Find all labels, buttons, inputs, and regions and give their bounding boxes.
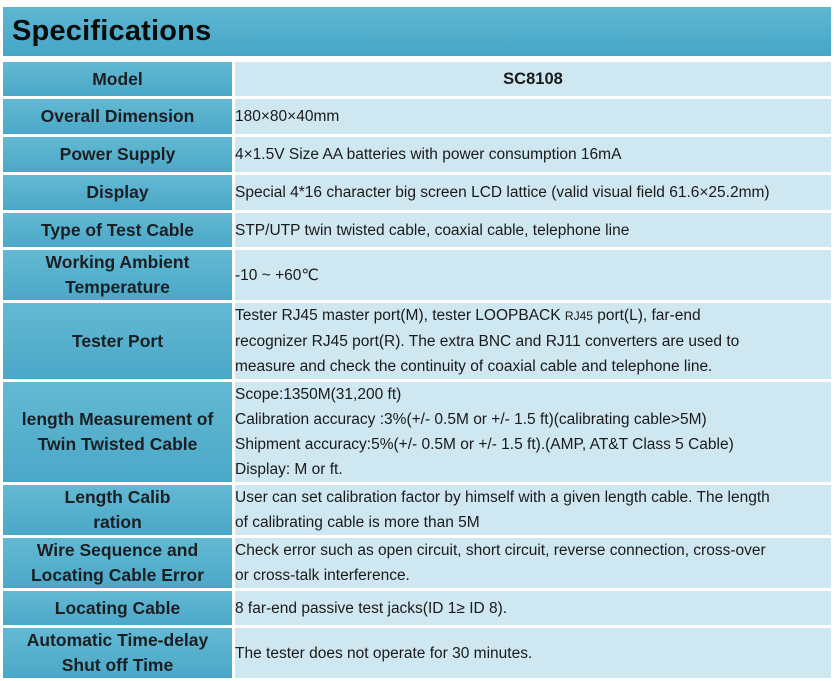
spec-label: Wire Sequence and Locating Cable Error [3,538,235,588]
spec-row-locating-cable [3,591,831,625]
spec-row-power-supply [3,137,831,172]
spec-value: 4×1.5V Size AA batteries with power consumption 16mA [235,137,831,172]
spec-value: User can set calibration factor by himself with a given length cable. The length of calibrating cable is more than 5M [235,485,831,535]
spec-label: Locating Cable [3,591,235,625]
page-title: Specifications [12,15,212,47]
title-bar [3,7,831,56]
spec-value: 180×80×40mm [235,99,831,134]
spec-label: Working Ambient Temperature [3,250,235,300]
spec-value: STP/UTP twin twisted cable, coaxial cable, telephone line [235,213,831,247]
spec-value: The tester does not operate for 30 minutes. [235,628,831,678]
header-value: SC8108 [235,62,831,96]
spec-value: 8 far-end passive test jacks(ID 1≥ ID 8). [235,591,831,625]
spec-row-length-measurement [3,382,831,482]
spec-row-auto-shutoff [3,628,831,678]
spec-label: Automatic Time-delay Shut off Time [3,628,235,678]
spec-value: -10 ~ +60℃ [235,250,831,300]
spec-value: Check error such as open circuit, short circuit, reverse connection, cross-over or cross-talk interference. [235,538,831,588]
spec-row-test-cable-type [3,213,831,247]
spec-row-display [3,175,831,210]
spec-row-wire-sequence [3,538,831,588]
spec-row-tester-port [3,303,831,379]
spec-label: Type of Test Cable [3,213,235,247]
specifications-table [3,59,831,681]
spec-row-overall-dimension [3,99,831,134]
table-header-row [3,62,831,96]
spec-label: Length Calib ration [3,485,235,535]
spec-label: Power Supply [3,137,235,172]
spec-label: Display [3,175,235,210]
spec-label: Tester Port [3,303,235,379]
spec-label: Overall Dimension [3,99,235,134]
spec-value: Special 4*16 character big screen LCD lattice (valid visual field 61.6×25.2mm) [235,175,831,210]
spec-label: length Measurement of Twin Twisted Cable [3,382,235,482]
spec-value: Scope:1350M(31,200 ft) Calibration accuracy :3%(+/- 0.5M or +/- 1.5 ft)(calibrating cable>5M) Shipment accuracy:5%(+/- 0.5M or +/- 1.5 ft).(AMP, AT&T Class 5 Cable) Display: M or ft. [235,382,831,482]
spec-value: Tester RJ45 master port(M), tester LOOPBACK RJ45 port(L), far-end recognizer RJ45 port(R). The extra BNC and RJ11 converters are used to measure and check the continuity of coaxial cable and telephone line. [235,303,831,379]
spec-row-ambient-temperature [3,250,831,300]
spec-row-length-calibration [3,485,831,535]
header-label: Model [3,62,235,96]
